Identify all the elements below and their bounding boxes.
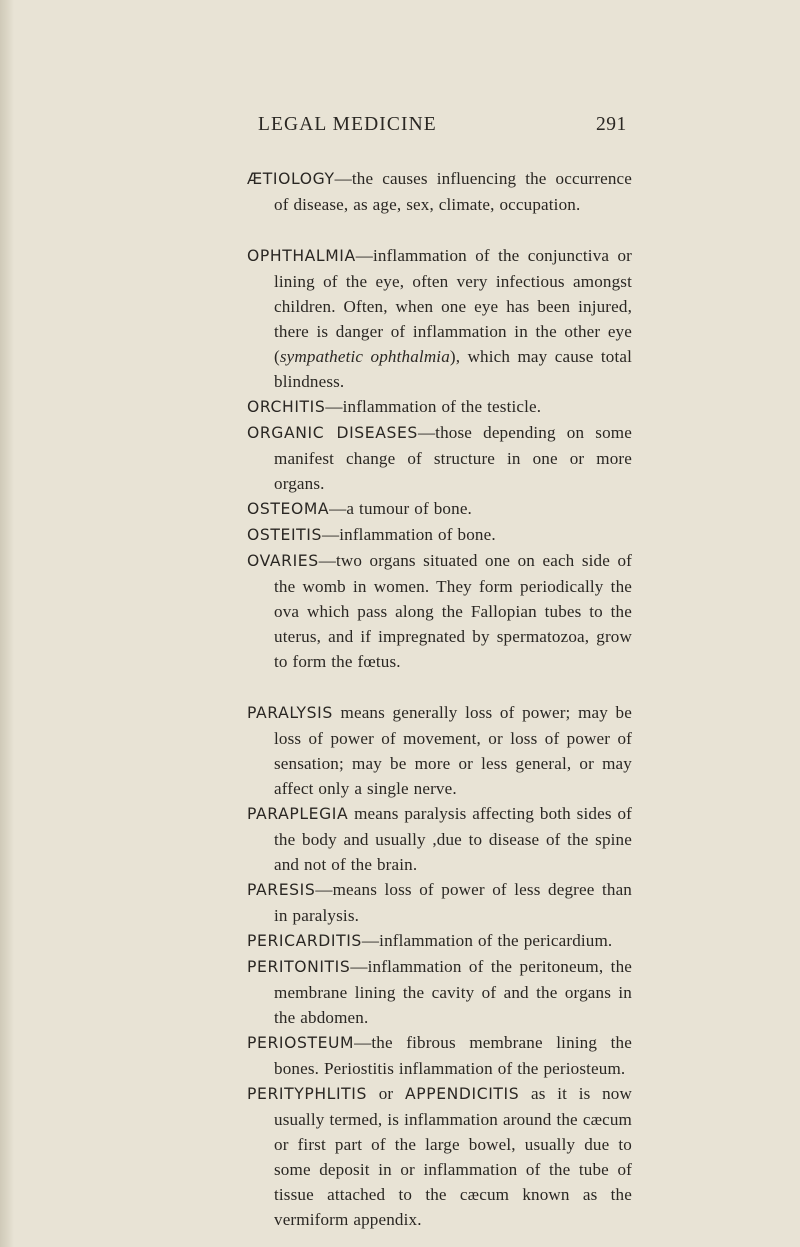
entry-term: PERIOSTEUM <box>247 1034 355 1052</box>
entry-term: OPHTHALMIA <box>247 247 356 265</box>
entry-term: OSTEITIS <box>247 526 322 544</box>
entry-osteitis <box>247 522 632 548</box>
entry-definition: means paralysis affecting both sides of the body and usually ,due to disease of the spine and not of the brain. <box>274 804 632 874</box>
page-number: 291 <box>596 114 627 135</box>
entry-term: OSTEOMA <box>247 500 330 518</box>
entry-aetiology <box>247 166 632 217</box>
entry-orchitis <box>247 394 632 420</box>
entry-organic-diseases <box>247 420 632 496</box>
entry-definition: —inflammation of the testicle. <box>325 397 542 416</box>
entry-term: ORCHITIS <box>247 398 326 416</box>
entry-definition: —means loss of power of less degree than in paralysis. <box>274 880 632 925</box>
entry-term: OVARIES <box>247 552 319 570</box>
entry-ophthalmia <box>247 243 632 394</box>
running-title: LEGAL MEDICINE <box>258 114 437 135</box>
entry-definition: —those depending on some manifest change of structure in one or more organs. <box>274 423 632 493</box>
entry-pericarditis <box>247 928 632 954</box>
entry-term: PERITONITIS <box>247 958 351 976</box>
entry-definition: —inflammation of bone. <box>321 525 496 544</box>
entry-osteoma <box>247 496 632 522</box>
entry-definition: —inflammation of the pericardium. <box>361 931 613 950</box>
entry-paralysis <box>247 700 632 801</box>
entry-perityphlitis <box>247 1081 632 1232</box>
entry-paraplegia <box>247 801 632 877</box>
entry-term: PARESIS <box>247 881 316 899</box>
page-edge-shadow <box>0 0 14 1247</box>
entry-definition: —the fibrous membrane lining the bones. Periostitis inflammation of the periosteum. <box>274 1033 632 1078</box>
entry-definition: —the causes influencing the occurrence of disease, as age, sex, climate, occupation. <box>274 169 632 214</box>
entry-ovaries <box>247 548 632 674</box>
entry-definition: as it is now usually termed, is inflammation around the cæcum or first part of the large bowel, usually due to some deposit in or inflammation of the tube of tissue attached to the cæcum known as the vermiform appendix. <box>274 1084 632 1229</box>
glossary-text <box>247 166 632 1232</box>
entry-definition: —inflammation of the conjunctiva or lining of the eye, often very infectious amongst children. Often, when one eye has been injured, there is danger of inflammation in the other eye ( <box>274 246 632 366</box>
entry-term: PARAPLEGIA <box>247 805 349 823</box>
entry-term: PARALYSIS <box>247 704 333 722</box>
entry-term: PERITYPHLITIS <box>247 1085 367 1103</box>
entry-periosteum <box>247 1030 632 1081</box>
entry-definition: means generally loss of power; may be loss of power of movement, or loss of power of sensation; may be more or less general, or may affect only a single nerve. <box>274 703 632 798</box>
entry-definition: ), which may cause total blindness. <box>274 347 632 391</box>
entry-definition: —a tumour of bone. <box>329 499 472 518</box>
entry-definition-italic: sympathetic ophthalmia <box>279 347 450 366</box>
entry-paresis <box>247 877 632 928</box>
entry-term-alt: APPENDICITIS <box>404 1085 520 1103</box>
running-head <box>0 114 800 144</box>
entry-definition: —inflammation of the peritoneum, the membrane lining the cavity of and the organs in the abdomen. <box>274 957 632 1027</box>
entry-term: ORGANIC DISEASES <box>247 424 418 442</box>
entry-peritonitis <box>247 954 632 1030</box>
entry-term: ÆTIOLOGY <box>247 170 335 188</box>
entry-definition: —two organs situated one on each side of the womb in women. They form periodically the ova which pass along the Fallopian tubes to the uterus, and if impregnated by spermatozoa, grow to form the fœtus. <box>274 551 632 671</box>
entry-conjunction: or <box>366 1084 405 1103</box>
entry-term: PERICARDITIS <box>247 932 362 950</box>
